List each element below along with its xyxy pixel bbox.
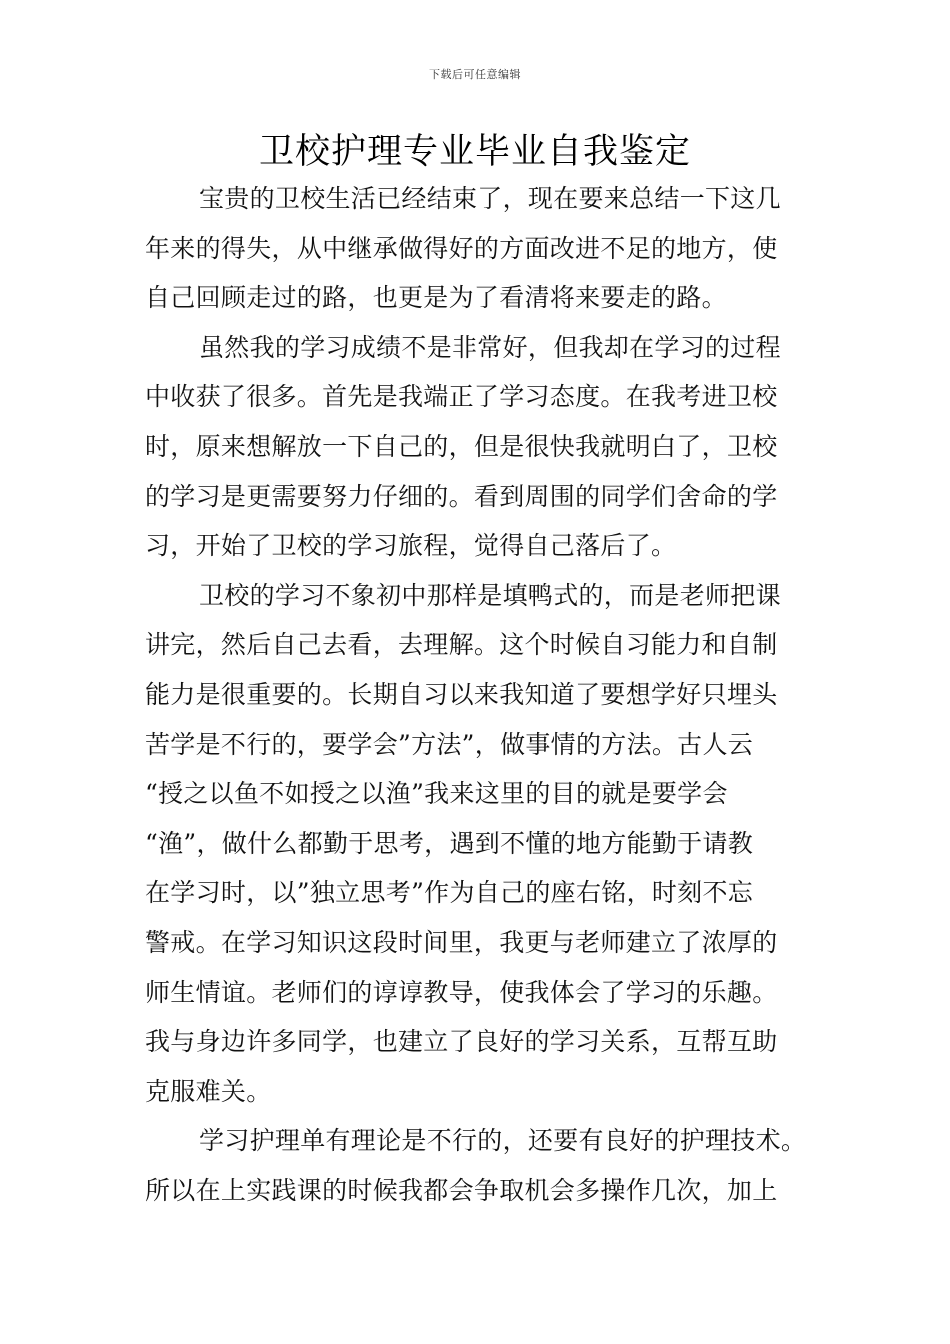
paragraph-1-line-2: 年来的得失，从中继承做得好的方面改进不足的地方，使 — [145, 233, 778, 263]
paragraph-1-line-1: 宝贵的卫校生活已经结束了，现在要来总结一下这几 — [199, 184, 781, 213]
paragraph-3-line-5: “授之以鱼不如授之以渔”我来这里的目的就是要学会 — [145, 779, 728, 809]
paragraph-4-line-1: 学习护理单有理论是不行的，还要有良好的护理技术。 — [199, 1126, 807, 1156]
document-title: 卫校护理专业毕业自我鉴定 — [258, 132, 691, 172]
paragraph-3-line-4: 苦学是不行的，要学会”方法”，做事情的方法。古人云 — [145, 729, 754, 759]
paragraph-2-line-3: 时，原来想解放一下自己的，但是很快我就明白了，卫校 — [145, 431, 778, 461]
paragraph-3-line-3: 能力是很重要的。长期自习以来我知道了要想学好只埋头 — [145, 679, 778, 709]
document-body — [145, 174, 810, 1215]
paragraph-2-line-5: 习，开始了卫校的学习旅程，觉得自己落后了。 — [145, 531, 677, 561]
paragraph-3-line-10: 我与身边许多同学，也建立了良好的学习关系，互帮互助 — [145, 1027, 778, 1057]
paragraph-2-line-2: 中收获了很多。首先是我端正了学习态度。在我考进卫校 — [145, 382, 778, 412]
paragraph-3-line-9: 师生情谊。老师们的谆谆教导，使我体会了学习的乐趣。 — [145, 977, 778, 1007]
paragraph-3-line-2: 讲完，然后自己去看，去理解。这个时候自习能力和自制 — [145, 630, 778, 660]
paragraph-2-line-4: 的学习是更需要努力仔细的。看到周围的同学们舍命的学 — [145, 481, 778, 511]
paragraph-3-line-8: 警戒。在学习知识这段时间里，我更与老师建立了浓厚的 — [145, 927, 778, 957]
paragraph-2-line-1: 虽然我的学习成绩不是非常好，但我却在学习的过程 — [199, 332, 781, 362]
paragraph-3-line-11: 克服难关。 — [145, 1076, 272, 1106]
header-note: 下载后可任意编辑 — [429, 68, 521, 81]
paragraph-1-line-3: 自己回顾走过的路，也更是为了看清将来要走的路。 — [145, 283, 727, 313]
paragraph-3-line-6: “渔”，做什么都勤于思考，遇到不懂的地方能勤于请教 — [145, 828, 754, 858]
paragraph-3-line-1: 卫校的学习不象初中那样是填鸭式的，而是老师把课 — [199, 580, 781, 610]
paragraph-4-line-2: 所以在上实践课的时候我都会争取机会多操作几次，加上 — [145, 1175, 778, 1205]
paragraph-3-line-7: 在学习时，以”独立思考”作为自己的座右铭，时刻不忘 — [145, 878, 754, 908]
